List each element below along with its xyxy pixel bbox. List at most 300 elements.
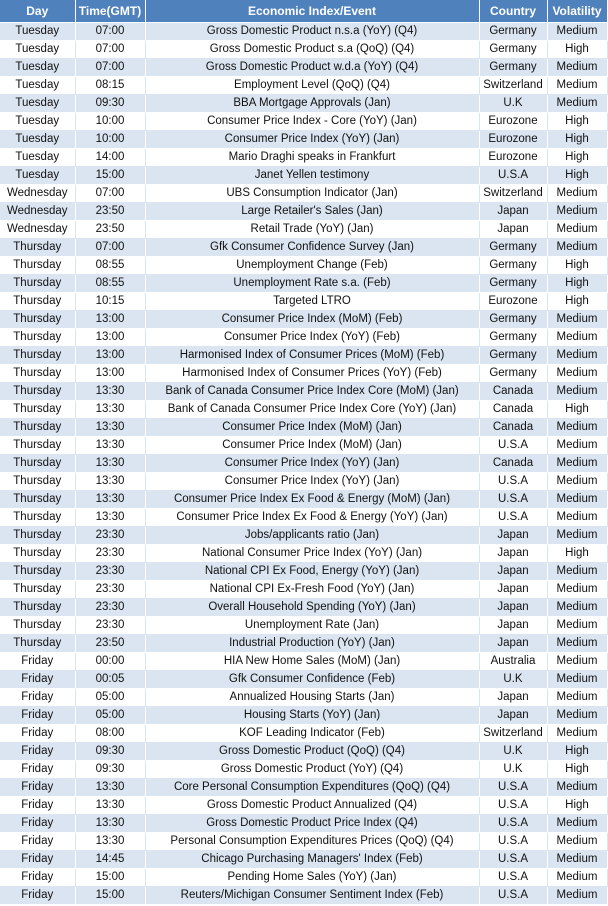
cell-volatility: High [547, 275, 607, 293]
table-row [0, 275, 607, 293]
cell-country: Japan [479, 635, 547, 653]
header-time: Time(GMT) [75, 0, 145, 23]
table-header [0, 0, 607, 23]
cell-day: Friday [0, 671, 75, 689]
cell-day: Thursday [0, 581, 75, 599]
cell-time: 14:45 [75, 851, 145, 869]
cell-event: Retail Trade (YoY) (Jan) [145, 221, 479, 239]
cell-volatility: High [547, 149, 607, 167]
cell-volatility: Medium [547, 95, 607, 113]
cell-event: Gross Domestic Product w.d.a (YoY) (Q4) [145, 59, 479, 77]
header-row [0, 0, 607, 23]
cell-country: Japan [479, 203, 547, 221]
cell-time: 07:00 [75, 239, 145, 257]
table-body [0, 23, 607, 905]
cell-volatility: Medium [547, 581, 607, 599]
cell-event: Bank of Canada Consumer Price Index Core (MoM) (Jan) [145, 383, 479, 401]
table-row [0, 221, 607, 239]
cell-volatility: Medium [547, 491, 607, 509]
cell-event: HIA New Home Sales (MoM) (Jan) [145, 653, 479, 671]
cell-time: 23:50 [75, 635, 145, 653]
cell-country: U.S.A [479, 437, 547, 455]
cell-volatility: Medium [547, 689, 607, 707]
cell-volatility: Medium [547, 455, 607, 473]
cell-day: Tuesday [0, 41, 75, 59]
cell-day: Wednesday [0, 185, 75, 203]
cell-volatility: Medium [547, 365, 607, 383]
cell-time: 13:30 [75, 473, 145, 491]
cell-volatility: Medium [547, 473, 607, 491]
cell-day: Thursday [0, 455, 75, 473]
cell-day: Friday [0, 725, 75, 743]
cell-country: Eurozone [479, 131, 547, 149]
table-row [0, 851, 607, 869]
cell-country: U.S.A [479, 869, 547, 887]
cell-event: Gross Domestic Product (YoY) (Q4) [145, 761, 479, 779]
cell-time: 13:30 [75, 401, 145, 419]
cell-volatility: Medium [547, 311, 607, 329]
cell-time: 08:55 [75, 257, 145, 275]
cell-volatility: Medium [547, 671, 607, 689]
cell-country: U.K [479, 761, 547, 779]
cell-country: Canada [479, 455, 547, 473]
cell-day: Friday [0, 887, 75, 905]
cell-time: 05:00 [75, 689, 145, 707]
cell-volatility: High [547, 743, 607, 761]
cell-country: Japan [479, 689, 547, 707]
cell-volatility: High [547, 131, 607, 149]
cell-time: 13:00 [75, 365, 145, 383]
table-row [0, 635, 607, 653]
cell-event: Consumer Price Index Ex Food & Energy (MoM) (Jan) [145, 491, 479, 509]
cell-day: Friday [0, 653, 75, 671]
cell-country: U.S.A [479, 779, 547, 797]
cell-time: 13:30 [75, 455, 145, 473]
cell-volatility: High [547, 761, 607, 779]
cell-country: U.S.A [479, 167, 547, 185]
cell-time: 07:00 [75, 23, 145, 41]
cell-country: Switzerland [479, 725, 547, 743]
table-row [0, 671, 607, 689]
cell-day: Tuesday [0, 149, 75, 167]
cell-time: 00:05 [75, 671, 145, 689]
cell-country: U.S.A [479, 473, 547, 491]
cell-volatility: Medium [547, 383, 607, 401]
header-event: Economic Index/Event [145, 0, 479, 23]
cell-time: 23:50 [75, 203, 145, 221]
table-row [0, 95, 607, 113]
cell-time: 00:00 [75, 653, 145, 671]
cell-volatility: Medium [547, 779, 607, 797]
cell-event: BBA Mortgage Approvals (Jan) [145, 95, 479, 113]
table-row [0, 185, 607, 203]
cell-time: 13:00 [75, 347, 145, 365]
cell-time: 10:00 [75, 113, 145, 131]
cell-time: 14:00 [75, 149, 145, 167]
cell-country: Japan [479, 707, 547, 725]
cell-volatility: Medium [547, 887, 607, 905]
cell-country: Germany [479, 365, 547, 383]
table-row [0, 545, 607, 563]
cell-volatility: Medium [547, 599, 607, 617]
cell-time: 23:30 [75, 617, 145, 635]
cell-time: 13:30 [75, 383, 145, 401]
cell-event: Consumer Price Index (MoM) (Jan) [145, 437, 479, 455]
cell-volatility: High [547, 545, 607, 563]
cell-volatility: Medium [547, 77, 607, 95]
cell-day: Tuesday [0, 131, 75, 149]
table-row [0, 869, 607, 887]
cell-event: Unemployment Rate (Jan) [145, 617, 479, 635]
cell-time: 09:30 [75, 761, 145, 779]
cell-event: National Consumer Price Index (YoY) (Jan) [145, 545, 479, 563]
cell-country: Germany [479, 275, 547, 293]
cell-time: 23:50 [75, 221, 145, 239]
header-day: Day [0, 0, 75, 23]
cell-event: Housing Starts (YoY) (Jan) [145, 707, 479, 725]
cell-day: Friday [0, 779, 75, 797]
cell-event: Chicago Purchasing Managers' Index (Feb) [145, 851, 479, 869]
cell-volatility: Medium [547, 239, 607, 257]
table-row [0, 257, 607, 275]
cell-event: Core Personal Consumption Expenditures (QoQ) (Q4) [145, 779, 479, 797]
table-row [0, 131, 607, 149]
cell-event: KOF Leading Indicator (Feb) [145, 725, 479, 743]
cell-country: U.S.A [479, 797, 547, 815]
cell-country: Germany [479, 23, 547, 41]
table-row [0, 509, 607, 527]
cell-event: Industrial Production (YoY) (Jan) [145, 635, 479, 653]
table-row [0, 581, 607, 599]
cell-country: Eurozone [479, 149, 547, 167]
cell-event: Unemployment Rate s.a. (Feb) [145, 275, 479, 293]
cell-day: Thursday [0, 365, 75, 383]
header-volatility: Volatility [547, 0, 607, 23]
cell-volatility: High [547, 293, 607, 311]
cell-country: Japan [479, 581, 547, 599]
cell-volatility: High [547, 167, 607, 185]
cell-day: Friday [0, 815, 75, 833]
cell-event: Consumer Price Index (YoY) (Jan) [145, 473, 479, 491]
cell-event: National CPI Ex Food, Energy (YoY) (Jan) [145, 563, 479, 581]
cell-time: 13:30 [75, 509, 145, 527]
cell-event: Gross Domestic Product n.s.a (YoY) (Q4) [145, 23, 479, 41]
cell-volatility: Medium [547, 59, 607, 77]
cell-day: Wednesday [0, 203, 75, 221]
cell-event: Consumer Price Index (MoM) (Jan) [145, 419, 479, 437]
cell-day: Tuesday [0, 167, 75, 185]
cell-day: Tuesday [0, 95, 75, 113]
cell-day: Friday [0, 797, 75, 815]
cell-time: 05:00 [75, 707, 145, 725]
cell-country: U.S.A [479, 887, 547, 905]
cell-day: Thursday [0, 257, 75, 275]
cell-country: Canada [479, 401, 547, 419]
cell-country: U.K [479, 743, 547, 761]
cell-day: Thursday [0, 563, 75, 581]
cell-day: Thursday [0, 293, 75, 311]
cell-country: U.S.A [479, 851, 547, 869]
cell-event: Jobs/applicants ratio (Jan) [145, 527, 479, 545]
table-row [0, 707, 607, 725]
cell-day: Thursday [0, 599, 75, 617]
cell-country: Germany [479, 347, 547, 365]
cell-country: Canada [479, 383, 547, 401]
cell-event: Gross Domestic Product Price Index (Q4) [145, 815, 479, 833]
cell-country: U.K [479, 671, 547, 689]
cell-event: National CPI Ex-Fresh Food (YoY) (Jan) [145, 581, 479, 599]
cell-time: 13:30 [75, 815, 145, 833]
cell-volatility: Medium [547, 869, 607, 887]
cell-country: Japan [479, 599, 547, 617]
table-row [0, 167, 607, 185]
cell-country: U.S.A [479, 491, 547, 509]
cell-time: 13:00 [75, 311, 145, 329]
cell-day: Thursday [0, 419, 75, 437]
cell-time: 23:30 [75, 563, 145, 581]
cell-event: Consumer Price Index (MoM) (Feb) [145, 311, 479, 329]
cell-volatility: Medium [547, 635, 607, 653]
cell-day: Thursday [0, 491, 75, 509]
table-row [0, 599, 607, 617]
cell-country: Germany [479, 239, 547, 257]
cell-event: Gfk Consumer Confidence (Feb) [145, 671, 479, 689]
cell-time: 23:30 [75, 545, 145, 563]
cell-day: Thursday [0, 473, 75, 491]
cell-time: 13:00 [75, 329, 145, 347]
cell-time: 15:00 [75, 869, 145, 887]
table-row [0, 437, 607, 455]
cell-volatility: Medium [547, 419, 607, 437]
cell-day: Friday [0, 707, 75, 725]
cell-time: 15:00 [75, 887, 145, 905]
cell-day: Thursday [0, 239, 75, 257]
table-row [0, 527, 607, 545]
table-row [0, 23, 607, 41]
cell-country: Japan [479, 563, 547, 581]
cell-volatility: High [547, 41, 607, 59]
cell-event: Reuters/Michigan Consumer Sentiment Index (Feb) [145, 887, 479, 905]
cell-country: Switzerland [479, 77, 547, 95]
cell-time: 23:30 [75, 599, 145, 617]
cell-event: Consumer Price Index - Core (YoY) (Jan) [145, 113, 479, 131]
cell-time: 08:15 [75, 77, 145, 95]
cell-day: Thursday [0, 329, 75, 347]
cell-time: 13:30 [75, 491, 145, 509]
cell-volatility: Medium [547, 851, 607, 869]
cell-day: Friday [0, 761, 75, 779]
cell-country: Canada [479, 419, 547, 437]
cell-day: Wednesday [0, 221, 75, 239]
cell-event: Bank of Canada Consumer Price Index Core (YoY) (Jan) [145, 401, 479, 419]
cell-event: Pending Home Sales (YoY) (Jan) [145, 869, 479, 887]
cell-volatility: Medium [547, 329, 607, 347]
table-row [0, 473, 607, 491]
cell-event: UBS Consumption Indicator (Jan) [145, 185, 479, 203]
cell-volatility: Medium [547, 707, 607, 725]
cell-volatility: Medium [547, 347, 607, 365]
table-row [0, 653, 607, 671]
cell-country: Germany [479, 59, 547, 77]
cell-time: 10:00 [75, 131, 145, 149]
cell-event: Gross Domestic Product s.a (QoQ) (Q4) [145, 41, 479, 59]
table-row [0, 41, 607, 59]
cell-volatility: Medium [547, 653, 607, 671]
cell-day: Thursday [0, 635, 75, 653]
cell-country: Japan [479, 527, 547, 545]
table-row [0, 293, 607, 311]
cell-day: Friday [0, 833, 75, 851]
table-row [0, 617, 607, 635]
cell-event: Gfk Consumer Confidence Survey (Jan) [145, 239, 479, 257]
cell-volatility: Medium [547, 563, 607, 581]
cell-time: 13:30 [75, 797, 145, 815]
table-row [0, 239, 607, 257]
cell-volatility: Medium [547, 221, 607, 239]
cell-day: Tuesday [0, 113, 75, 131]
table-row [0, 383, 607, 401]
table-row [0, 77, 607, 95]
cell-day: Thursday [0, 527, 75, 545]
cell-volatility: Medium [547, 833, 607, 851]
cell-time: 23:30 [75, 581, 145, 599]
cell-event: Personal Consumption Expenditures Prices (QoQ) (Q4) [145, 833, 479, 851]
cell-day: Thursday [0, 347, 75, 365]
cell-event: Harmonised Index of Consumer Prices (YoY) (Feb) [145, 365, 479, 383]
table-row [0, 725, 607, 743]
cell-volatility: Medium [547, 437, 607, 455]
cell-event: Janet Yellen testimony [145, 167, 479, 185]
cell-day: Thursday [0, 437, 75, 455]
cell-event: Unemployment Change (Feb) [145, 257, 479, 275]
table-row [0, 347, 607, 365]
cell-event: Employment Level (QoQ) (Q4) [145, 77, 479, 95]
cell-time: 08:55 [75, 275, 145, 293]
cell-day: Thursday [0, 617, 75, 635]
cell-time: 09:30 [75, 743, 145, 761]
cell-day: Tuesday [0, 59, 75, 77]
cell-time: 10:15 [75, 293, 145, 311]
cell-volatility: Medium [547, 527, 607, 545]
cell-country: Germany [479, 257, 547, 275]
cell-event: Consumer Price Index (YoY) (Jan) [145, 131, 479, 149]
table-row [0, 689, 607, 707]
table-row [0, 419, 607, 437]
cell-time: 07:00 [75, 41, 145, 59]
cell-time: 13:30 [75, 779, 145, 797]
cell-day: Thursday [0, 509, 75, 527]
cell-day: Friday [0, 869, 75, 887]
cell-volatility: Medium [547, 185, 607, 203]
cell-event: Gross Domestic Product Annualized (Q4) [145, 797, 479, 815]
cell-country: U.S.A [479, 509, 547, 527]
cell-volatility: High [547, 401, 607, 419]
cell-event: Consumer Price Index Ex Food & Energy (YoY) (Jan) [145, 509, 479, 527]
cell-day: Tuesday [0, 23, 75, 41]
table-row [0, 59, 607, 77]
table-row [0, 815, 607, 833]
cell-time: 13:30 [75, 419, 145, 437]
cell-day: Friday [0, 689, 75, 707]
cell-country: Japan [479, 617, 547, 635]
cell-time: 23:30 [75, 527, 145, 545]
cell-country: U.K [479, 95, 547, 113]
table-row [0, 203, 607, 221]
cell-event: Large Retailer's Sales (Jan) [145, 203, 479, 221]
cell-day: Tuesday [0, 77, 75, 95]
cell-volatility: High [547, 257, 607, 275]
table-row [0, 563, 607, 581]
cell-volatility: Medium [547, 725, 607, 743]
cell-event: Consumer Price Index (YoY) (Jan) [145, 455, 479, 473]
table-row [0, 761, 607, 779]
cell-volatility: Medium [547, 509, 607, 527]
cell-time: 15:00 [75, 167, 145, 185]
table-row [0, 329, 607, 347]
cell-day: Friday [0, 743, 75, 761]
cell-event: Mario Draghi speaks in Frankfurt [145, 149, 479, 167]
cell-day: Thursday [0, 383, 75, 401]
cell-volatility: Medium [547, 617, 607, 635]
table-row [0, 149, 607, 167]
cell-country: Australia [479, 653, 547, 671]
cell-country: Japan [479, 221, 547, 239]
cell-event: Overall Household Spending (YoY) (Jan) [145, 599, 479, 617]
cell-volatility: High [547, 113, 607, 131]
cell-volatility: High [547, 797, 607, 815]
cell-day: Thursday [0, 545, 75, 563]
cell-country: Germany [479, 41, 547, 59]
cell-event: Harmonised Index of Consumer Prices (MoM) (Feb) [145, 347, 479, 365]
cell-country: Eurozone [479, 113, 547, 131]
cell-time: 07:00 [75, 185, 145, 203]
cell-day: Thursday [0, 311, 75, 329]
cell-country: Switzerland [479, 185, 547, 203]
cell-country: Germany [479, 329, 547, 347]
cell-volatility: Medium [547, 23, 607, 41]
cell-country: U.S.A [479, 833, 547, 851]
table-row [0, 401, 607, 419]
cell-time: 09:30 [75, 95, 145, 113]
table-row [0, 743, 607, 761]
cell-time: 07:00 [75, 59, 145, 77]
cell-event: Targeted LTRO [145, 293, 479, 311]
table-row [0, 311, 607, 329]
cell-country: U.S.A [479, 815, 547, 833]
table-row [0, 455, 607, 473]
cell-event: Annualized Housing Starts (Jan) [145, 689, 479, 707]
cell-event: Consumer Price Index (YoY) (Feb) [145, 329, 479, 347]
cell-country: Germany [479, 311, 547, 329]
cell-country: Eurozone [479, 293, 547, 311]
table-row [0, 833, 607, 851]
cell-time: 13:30 [75, 833, 145, 851]
table-row [0, 779, 607, 797]
table-row [0, 491, 607, 509]
table-row [0, 113, 607, 131]
table-row [0, 887, 607, 905]
cell-time: 08:00 [75, 725, 145, 743]
cell-country: Japan [479, 545, 547, 563]
table-row [0, 365, 607, 383]
cell-volatility: Medium [547, 815, 607, 833]
cell-volatility: Medium [547, 203, 607, 221]
cell-event: Gross Domestic Product (QoQ) (Q4) [145, 743, 479, 761]
cell-time: 13:30 [75, 437, 145, 455]
cell-day: Thursday [0, 275, 75, 293]
cell-day: Thursday [0, 401, 75, 419]
cell-day: Friday [0, 851, 75, 869]
